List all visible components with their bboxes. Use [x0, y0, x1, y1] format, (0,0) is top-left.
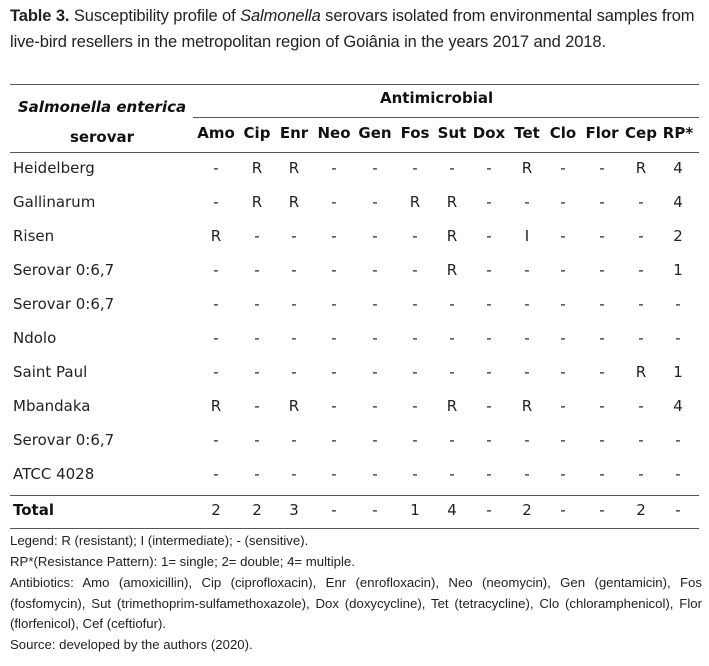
column-header-flor: Flor [585, 124, 619, 142]
cell-enr: - [291, 261, 297, 279]
total-cell-cip: 2 [252, 501, 262, 519]
cell-sut: - [449, 465, 455, 483]
cell-rp: 4 [673, 397, 683, 415]
serovar-name: Saint Paul [13, 363, 88, 381]
cell-flor: - [599, 363, 605, 381]
total-bottom-rule [10, 528, 699, 529]
cell-cip: - [254, 431, 260, 449]
cell-neo: - [331, 363, 337, 381]
cell-tet: R [521, 159, 533, 177]
cell-dox: - [486, 295, 492, 313]
cell-gen: - [372, 193, 378, 211]
table-row [0, 396, 709, 430]
cell-cip: - [254, 295, 260, 313]
cell-enr: - [291, 431, 297, 449]
table-row [0, 192, 709, 226]
cell-fos: - [412, 397, 418, 415]
cell-cip: R [251, 159, 263, 177]
column-header-rp: RP* [662, 124, 694, 142]
cell-gen: - [372, 295, 378, 313]
cell-rp: 1 [673, 363, 683, 381]
cell-sut: R [446, 193, 458, 211]
column-header-tet: Tet [514, 124, 540, 142]
cell-cep: - [638, 329, 644, 347]
footnote-antibiotics: Antibiotics: Amo (amoxicillin), Cip (ciprofloxacin), Enr (enrofloxacin), Neo (neomycin), Gen (gentamicin), Fos (fosfomycin), Sut (trimethoprim-sulfamethoxazole), Dox (doxycycline), Tet (tetracycline), Clo (chloramphenicol), Flor (florfenicol), Cef (ceftiofur). [10, 575, 702, 631]
cell-gen: - [372, 363, 378, 381]
total-cell-amo: 2 [211, 501, 221, 519]
table-row [0, 362, 709, 396]
table-row [0, 226, 709, 260]
cell-cep: - [638, 227, 644, 245]
total-cell-neo: - [331, 501, 337, 519]
cell-fos: - [412, 261, 418, 279]
column-header-fos: Fos [400, 124, 430, 142]
cell-neo: - [331, 261, 337, 279]
cell-flor: - [599, 159, 605, 177]
cell-dox: - [486, 431, 492, 449]
column-header-enr: Enr [279, 124, 309, 142]
total-cell-enr: 3 [289, 501, 299, 519]
table-label: Table 3. [10, 7, 70, 25]
cell-gen: - [372, 465, 378, 483]
cell-dox: - [486, 159, 492, 177]
serovar-name: Mbandaka [13, 397, 91, 415]
cell-tet: - [524, 363, 530, 381]
total-cell-dox: - [486, 501, 492, 519]
serovar-name: Ndolo [13, 329, 57, 347]
cell-amo: - [213, 329, 219, 347]
cell-enr: R [288, 193, 300, 211]
cell-flor: - [599, 397, 605, 415]
caption-text-1: Susceptibility profile of [69, 7, 241, 25]
cell-clo: - [560, 227, 566, 245]
cell-clo: - [560, 465, 566, 483]
cell-neo: - [331, 465, 337, 483]
cell-cip: - [254, 329, 260, 347]
column-header-gen: Gen [358, 124, 392, 142]
cell-sut: R [446, 261, 458, 279]
cell-cep: - [638, 295, 644, 313]
cell-flor: - [599, 227, 605, 245]
cell-amo: - [213, 193, 219, 211]
cell-sut: - [449, 363, 455, 381]
cell-tet: - [524, 329, 530, 347]
cell-rp: - [675, 295, 681, 313]
cell-cep: R [635, 159, 647, 177]
cell-clo: - [560, 295, 566, 313]
cell-gen: - [372, 397, 378, 415]
cell-rp: - [675, 431, 681, 449]
cell-sut: - [449, 329, 455, 347]
cell-cep: - [638, 465, 644, 483]
cell-fos: - [412, 295, 418, 313]
cell-fos: - [412, 159, 418, 177]
cell-flor: - [599, 295, 605, 313]
cell-rp: - [675, 329, 681, 347]
cell-fos: - [412, 329, 418, 347]
cell-tet: - [524, 261, 530, 279]
cell-dox: - [486, 397, 492, 415]
cell-flor: - [599, 431, 605, 449]
cell-sut: R [446, 397, 458, 415]
total-label: Total [13, 501, 54, 519]
total-cell-fos: 1 [410, 501, 420, 519]
cell-fos: - [412, 227, 418, 245]
cell-tet: - [524, 295, 530, 313]
cell-clo: - [560, 363, 566, 381]
cell-cep: - [638, 193, 644, 211]
cell-cip: - [254, 227, 260, 245]
cell-tet: - [524, 431, 530, 449]
cell-cip: - [254, 465, 260, 483]
table-row [0, 464, 709, 498]
footnote-legend: Legend: R (resistant); I (intermediate); - (sensitive). [10, 533, 309, 548]
cell-flor: - [599, 261, 605, 279]
cell-clo: - [560, 431, 566, 449]
cell-sut: R [446, 227, 458, 245]
cell-tet: - [524, 193, 530, 211]
table-row [0, 260, 709, 294]
cell-rp: 4 [673, 193, 683, 211]
cell-cep: - [638, 261, 644, 279]
cell-neo: - [331, 431, 337, 449]
cell-sut: - [449, 295, 455, 313]
cell-amo: R [210, 397, 222, 415]
cell-fos: R [409, 193, 421, 211]
cell-neo: - [331, 227, 337, 245]
serovar-name: Heidelberg [13, 159, 95, 177]
table-row [0, 294, 709, 328]
cell-enr: R [288, 159, 300, 177]
table-row [0, 430, 709, 464]
footnote-source: Source: developed by the authors (2020). [10, 637, 253, 652]
cell-sut: - [449, 159, 455, 177]
cell-fos: - [412, 363, 418, 381]
total-cell-tet: 2 [522, 501, 532, 519]
serovar-name: Serovar 0:6,7 [13, 431, 115, 449]
total-top-rule [10, 495, 699, 496]
cell-cep: - [638, 431, 644, 449]
group-header-rule [193, 117, 699, 118]
cell-rp: - [675, 465, 681, 483]
column-header-neo: Neo [317, 124, 351, 142]
cell-clo: - [560, 397, 566, 415]
cell-flor: - [599, 465, 605, 483]
caption-italic-genus: Salmonella [240, 7, 321, 25]
cell-tet: - [524, 465, 530, 483]
cell-dox: - [486, 193, 492, 211]
column-header-dox: Dox [472, 124, 506, 142]
serovar-column-header [12, 92, 192, 152]
footnote-resistance-pattern: RP*(Resistance Pattern): 1= single; 2= double; 4= multiple. [10, 554, 355, 569]
cell-gen: - [372, 227, 378, 245]
table-row [0, 328, 709, 362]
cell-gen: - [372, 431, 378, 449]
table-row [0, 158, 709, 192]
cell-amo: - [213, 363, 219, 381]
cell-enr: - [291, 363, 297, 381]
cell-neo: - [331, 159, 337, 177]
cell-dox: - [486, 227, 492, 245]
cell-rp: 1 [673, 261, 683, 279]
serovar-header-line1: Salmonella enterica [17, 98, 187, 116]
cell-sut: - [449, 431, 455, 449]
header-bottom-rule [10, 152, 699, 153]
cell-enr: - [291, 295, 297, 313]
cell-dox: - [486, 329, 492, 347]
total-cell-sut: 4 [447, 501, 457, 519]
total-cell-cep: 2 [636, 501, 646, 519]
cell-cip: - [254, 261, 260, 279]
serovar-name: Serovar 0:6,7 [13, 295, 115, 313]
cell-tet: R [521, 397, 533, 415]
cell-neo: - [331, 397, 337, 415]
cell-amo: - [213, 159, 219, 177]
cell-clo: - [560, 193, 566, 211]
cell-dox: - [486, 465, 492, 483]
column-header-sut: Sut [437, 124, 467, 142]
total-cell-rp: - [675, 501, 681, 519]
serovar-name: ATCC 4028 [13, 465, 95, 483]
cell-cip: - [254, 397, 260, 415]
cell-flor: - [599, 329, 605, 347]
serovar-name: Serovar 0:6,7 [13, 261, 115, 279]
cell-amo: - [213, 295, 219, 313]
cell-flor: - [599, 193, 605, 211]
cell-amo: - [213, 465, 219, 483]
cell-fos: - [412, 465, 418, 483]
cell-dox: - [486, 363, 492, 381]
table-caption [10, 4, 700, 55]
cell-fos: - [412, 431, 418, 449]
column-header-clo: Clo [549, 124, 577, 142]
cell-neo: - [331, 295, 337, 313]
column-header-cip: Cip [243, 124, 271, 142]
cell-rp: 4 [673, 159, 683, 177]
cell-clo: - [560, 159, 566, 177]
total-cell-flor: - [599, 501, 605, 519]
top-rule [10, 84, 699, 85]
cell-gen: - [372, 159, 378, 177]
cell-cip: R [251, 193, 263, 211]
cell-amo: - [213, 261, 219, 279]
cell-neo: - [331, 329, 337, 347]
serovar-header-line2: serovar [69, 128, 135, 146]
column-header-cep: Cep [625, 124, 657, 142]
cell-clo: - [560, 261, 566, 279]
column-header-amo: Amo [197, 124, 235, 142]
cell-clo: - [560, 329, 566, 347]
cell-cip: - [254, 363, 260, 381]
cell-enr: - [291, 465, 297, 483]
cell-cep: - [638, 397, 644, 415]
cell-amo: - [213, 431, 219, 449]
cell-amo: R [210, 227, 222, 245]
cell-gen: - [372, 329, 378, 347]
cell-enr: R [288, 397, 300, 415]
antimicrobial-group-header: Antimicrobial [380, 89, 494, 107]
total-cell-gen: - [372, 501, 378, 519]
cell-tet: I [524, 227, 530, 245]
serovar-name: Gallinarum [13, 193, 96, 211]
cell-dox: - [486, 261, 492, 279]
cell-cep: R [635, 363, 647, 381]
cell-enr: - [291, 329, 297, 347]
total-cell-clo: - [560, 501, 566, 519]
cell-enr: - [291, 227, 297, 245]
cell-rp: 2 [673, 227, 683, 245]
serovar-name: Risen [13, 227, 55, 245]
cell-neo: - [331, 193, 337, 211]
caption-text-2: serovars isolated from environmental samples from live-bird resellers in the metropolitan region of Goiânia in the years 2017 and 2018. [10, 7, 695, 51]
cell-gen: - [372, 261, 378, 279]
